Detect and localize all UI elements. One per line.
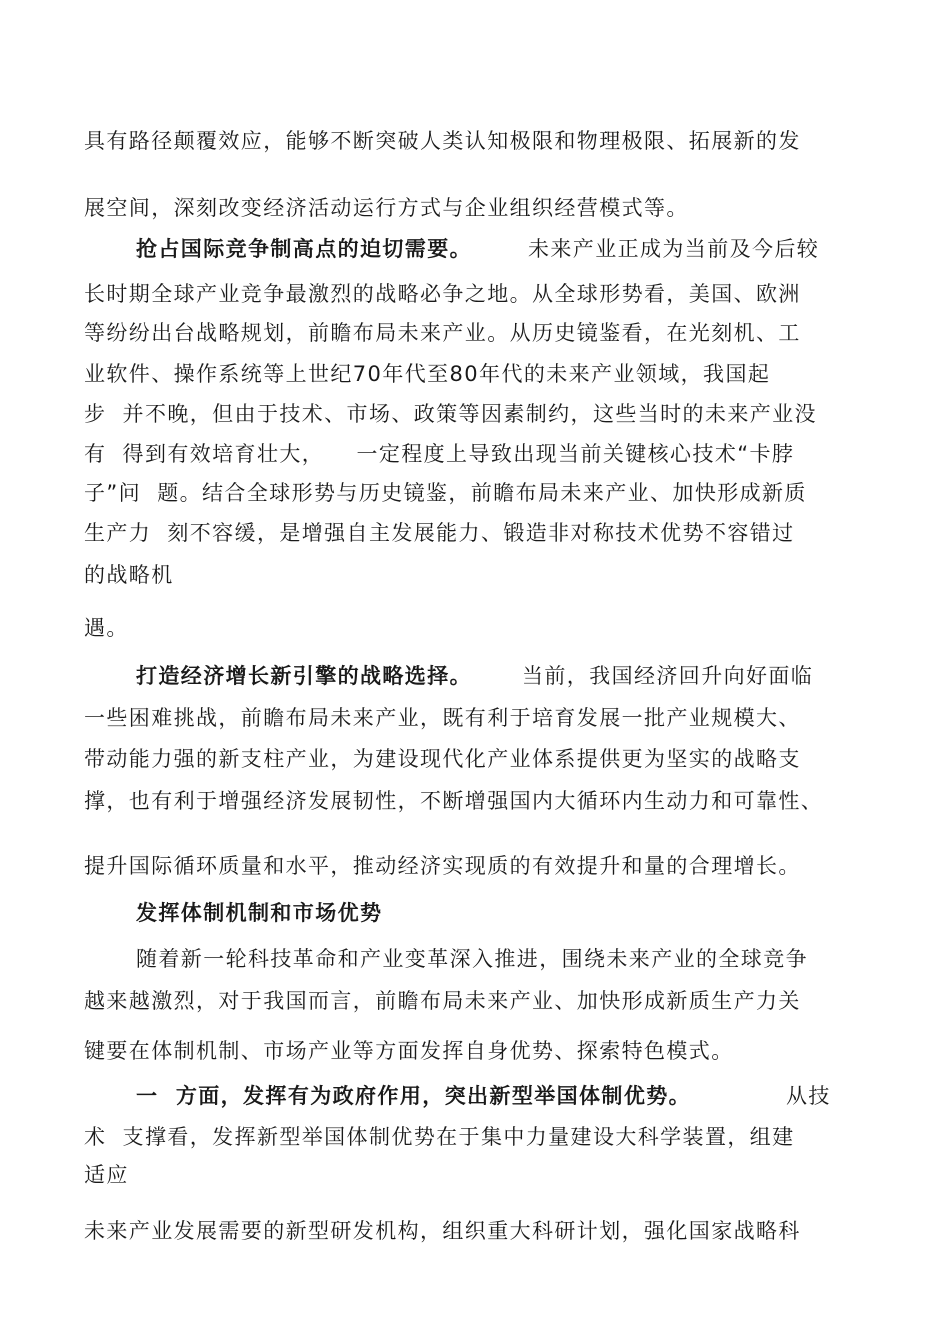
text-line: 术 支撑看，发挥新型举国体制优势在于集中力量建设大科学装置，组建 <box>84 1125 795 1149</box>
paragraph-heading: 打造经济增长新引擎的战略选择。 <box>136 664 472 688</box>
text-line: 当前，我国经济回升向好面临 <box>522 664 814 688</box>
text-line: 步 并不晚，但由于技术、市场、政策等因素制约，这些当时的未来产业没 <box>84 402 817 426</box>
text-line: 带动能力强的新支柱产业，为建设现代化产业体系提供更为坚实的战略支 <box>84 747 801 771</box>
paragraph-heading: 一 方面，发挥有为政府作用，突出新型举国体制优势。 <box>136 1084 692 1108</box>
text-line: 具有路径颠覆效应，能够不断突破人类认知极限和物理极限、拓展新的发 <box>84 129 801 153</box>
paragraph-heading: 抢占国际竞争制高点的迫切需要。 <box>136 237 472 261</box>
text-line: 从技 <box>786 1084 831 1108</box>
text-line: 随着新一轮科技革命和产业变革深入推进，围绕未来产业的全球竞争 <box>136 947 808 971</box>
text-line: 一些困难挑战，前瞻布局未来产业，既有利于培育发展一批产业规模大、 <box>84 706 801 730</box>
text-line: 未来产业发展需要的新型研发机构，组织重大科研计划，强化国家战略科 <box>84 1219 801 1243</box>
text-line: 越来越激烈，对于我国而言，前瞻布局未来产业、加快形成新质生产力关 <box>84 989 801 1013</box>
text-line: 的战略机 <box>84 563 174 587</box>
text-line: 键要在体制机制、市场产业等方面发挥自身优势、探索特色模式。 <box>84 1039 734 1063</box>
section-heading: 发挥体制机制和市场优势 <box>136 901 383 925</box>
text-line: 长时期全球产业竞争最激烈的战略必争之地。从全球形势看，美国、欧洲 <box>84 282 801 306</box>
text-line: 提升国际循环质量和水平，推动经济实现质的有效提升和量的合理增长。 <box>84 854 801 878</box>
text-line: 有 得到有效培育壮大， 一定程度上导致出现当前关键核心技术“卡脖 <box>84 442 795 466</box>
text-line: 未来产业正成为当前及今后较 <box>528 237 820 261</box>
text-line: 等纷纷出台战略规划，前瞻布局未来产业。从历史镜鉴看，在光刻机、工 <box>84 321 801 345</box>
text-line: 子”问 题。结合全球形势与历史镜鉴，前瞻布局未来产业、加快形成新质 <box>84 481 807 505</box>
text-line: 业软件、操作系统等上世纪70年代至80年代的未来产业领域，我国起 <box>84 362 771 386</box>
text-line: 生产力 刻不容缓，是增强自主发展能力、锻造非对称技术优势不容错过 <box>84 521 795 545</box>
text-line: 遇。 <box>84 616 129 640</box>
text-line: 展空间，深刻改变经济活动运行方式与企业组织经营模式等。 <box>84 196 689 220</box>
text-line: 适应 <box>84 1163 129 1187</box>
text-line: 撑，也有利于增强经济发展韧性，不断增强国内大循环内生动力和可靠性、 <box>84 789 824 813</box>
